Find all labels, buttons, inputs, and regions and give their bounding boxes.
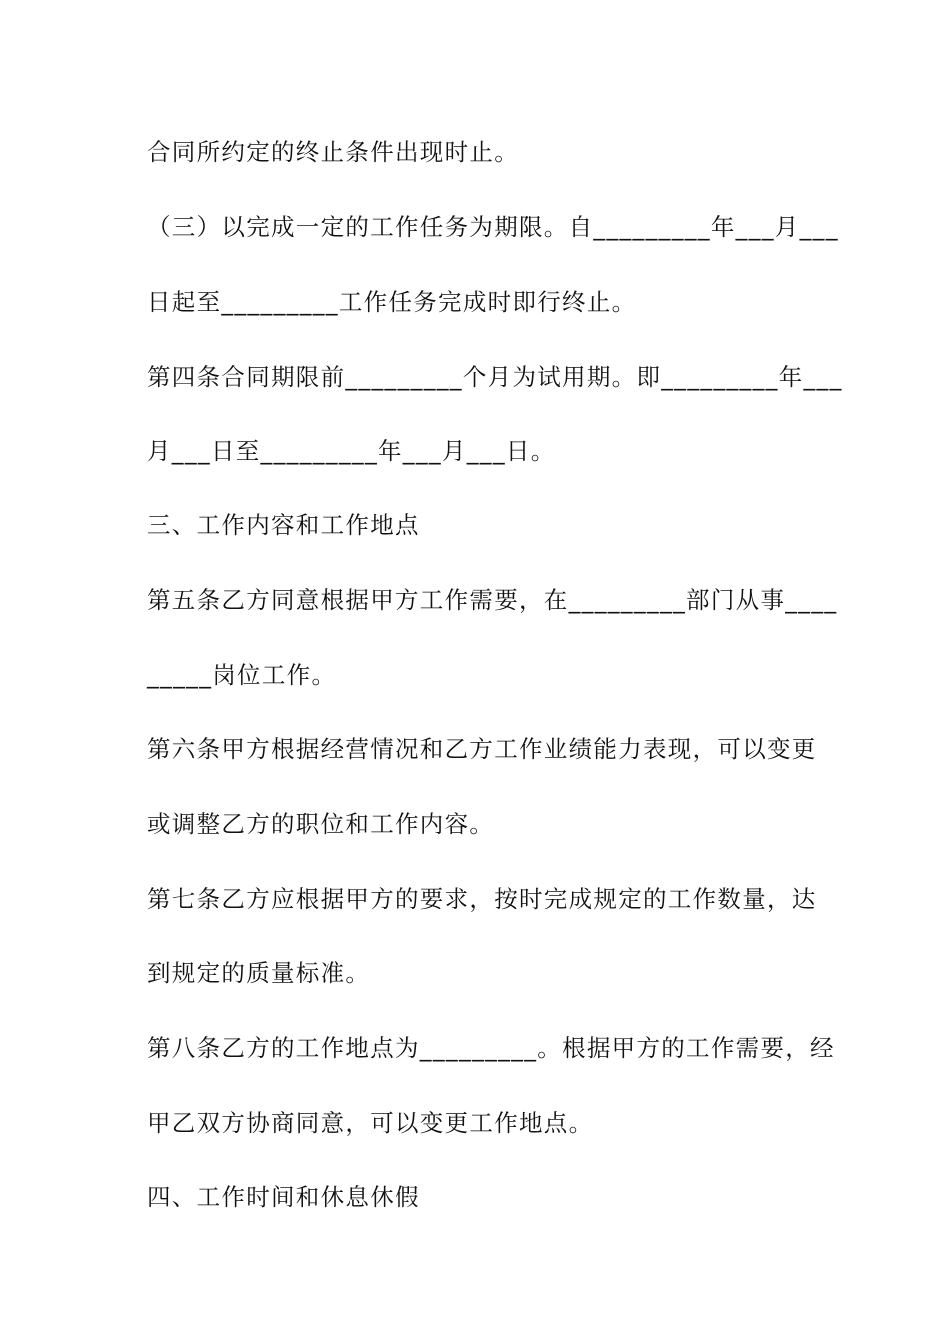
text-line: 甲乙双方协商同意，可以变更工作地点。 xyxy=(147,1109,594,1137)
text-line: 第七条乙方应根据甲方的要求，按时完成规定的工作数量，达 xyxy=(147,885,817,913)
text-line: 到规定的质量标准。 xyxy=(147,959,371,987)
text-line: 第六条甲方根据经营情况和乙方工作业绩能力表现，可以变更 xyxy=(147,735,817,763)
text-line: 日起至_________工作任务完成时即行终止。 xyxy=(147,288,637,316)
text-line: （三）以完成一定的工作任务为期限。自_________年___月___ xyxy=(147,213,839,241)
text-line: 第四条合同期限前_________个月为试用期。即_________年___ xyxy=(147,363,843,391)
text-line: 合同所约定的终止条件出现时止。 xyxy=(147,138,519,166)
section-heading: 四、工作时间和休息休假 xyxy=(147,1183,420,1211)
text-line: 月___日至_________年___月___日。 xyxy=(147,437,556,465)
section-heading: 三、工作内容和工作地点 xyxy=(147,511,420,539)
text-line: 第八条乙方的工作地点为_________。根据甲方的工作需要，经 xyxy=(147,1034,835,1062)
text-line: _____岗位工作。 xyxy=(147,661,337,689)
text-line: 第五条乙方同意根据甲方工作需要，在_________部门从事____ xyxy=(147,586,838,614)
text-line: 或调整乙方的职位和工作内容。 xyxy=(147,810,495,838)
